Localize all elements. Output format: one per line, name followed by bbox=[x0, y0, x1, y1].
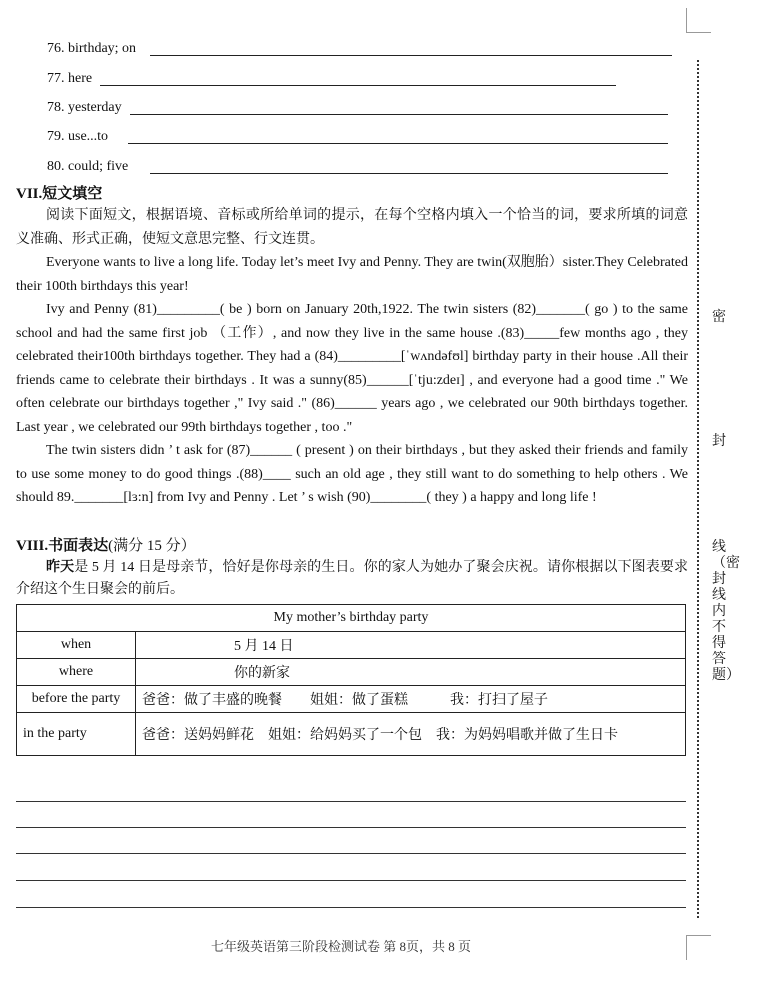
writing-line[interactable] bbox=[16, 827, 686, 828]
margin-char-feng: 封 bbox=[712, 434, 726, 449]
writing-prompt-text: 是 5 月 14 日是母亲节，恰好是你母亲的生日。你的家人为她办了聚会庆祝。请你根据以下图表要求介绍这个生日聚会的前后。 bbox=[16, 560, 688, 597]
answer-line-79[interactable] bbox=[128, 143, 668, 144]
answer-line-78[interactable] bbox=[130, 114, 668, 115]
row-label-in-party: in the party bbox=[17, 713, 136, 756]
answer-line-76[interactable] bbox=[150, 55, 672, 56]
margin-char-mi: 密 bbox=[712, 310, 726, 325]
row-value-when: 5 月 14 日 bbox=[136, 632, 686, 659]
section-8-title-text: VIII.书面表达 bbox=[16, 538, 109, 554]
question-77: 77. here bbox=[47, 71, 93, 86]
seal-line bbox=[697, 60, 699, 918]
writing-prompt-bold: 昨天 bbox=[46, 560, 75, 575]
question-76: 76. birthday; on bbox=[47, 41, 137, 56]
table-row bbox=[17, 659, 686, 686]
section-7-title: VII.短文填空 bbox=[16, 186, 103, 202]
writing-line[interactable] bbox=[16, 880, 686, 881]
crop-mark-bottom bbox=[686, 935, 711, 960]
row-value-where: 你的新家 bbox=[136, 659, 686, 686]
table-caption: My mother’s birthday party bbox=[17, 605, 686, 632]
question-79: 79. use...to bbox=[47, 129, 109, 144]
writing-prompt bbox=[16, 557, 688, 601]
party-info-table bbox=[16, 604, 686, 756]
table-row bbox=[17, 686, 686, 713]
writing-line[interactable] bbox=[16, 907, 686, 908]
passage-paragraph-3: The twin sisters didn ’ t ask for (87)______ ( present ) on their birthdays , but they asked their friends and family to use some money to do good things .(88)____ such an old age , they still want to do something to help others . We should 89._______[lɜ:n] from Ivy and Penny . Let ’ s wish (90)________( they ) a happy and long life ! bbox=[16, 443, 688, 505]
row-value-in-party: 爸爸：送妈妈鲜花 姐姐：给妈妈买了一个包 我：为妈妈唱歌并做了生日卡 bbox=[136, 713, 686, 756]
answer-line-80[interactable] bbox=[150, 173, 668, 174]
writing-line[interactable] bbox=[16, 801, 686, 802]
question-80: 80. could; five bbox=[47, 159, 129, 174]
row-label-before: before the party bbox=[17, 686, 136, 713]
section-8-title bbox=[16, 534, 196, 555]
page-footer: 七年级英语第三阶段检测试卷 第 8页，共 8 页 bbox=[210, 939, 471, 954]
table-row bbox=[17, 713, 686, 756]
section-7-instruction: 阅读下面短文，根据语境、音标或所给单词的提示，在每个空格内填入一个恰当的词，要求所填的词意义准确、形式正确，使短文意思完整、行文连贯。 bbox=[16, 208, 688, 247]
table-row bbox=[17, 632, 686, 659]
passage-paragraph-1: Everyone wants to live a long life. Today let’s meet Ivy and Penny. They are twin(双胞胎）sister.They Celebrated their 100th birthdays this year! bbox=[16, 255, 688, 294]
margin-char-xian: 线（密封线内不得答题） bbox=[712, 540, 740, 683]
question-78: 78. yesterday bbox=[47, 100, 122, 115]
crop-mark-top bbox=[686, 8, 711, 33]
answer-line-77[interactable] bbox=[100, 85, 616, 86]
writing-line[interactable] bbox=[16, 853, 686, 854]
row-label-when: when bbox=[17, 632, 136, 659]
section-8-score: (满分 15 分） bbox=[108, 538, 196, 554]
row-label-where: where bbox=[17, 659, 136, 686]
row-value-before: 爸爸：做了丰盛的晚餐 姐姐：做了蛋糕 我：打扫了屋子 bbox=[136, 686, 686, 713]
passage-paragraph-2: Ivy and Penny (81)_________( be ) born on January 20th,1922. The twin sisters (82)_______( go ) to the same school and had the same first job （工作）, and now they live in the same house .(83)_____few months ago , they celebrated their100th birthdays together. They had a (84)_________[ˈwʌndəfʊl] birthday party in their house .All their friends came to celebrate their birthdays . It was a sunny(85)______[ˈtju:zdeɪ] , and everyone had a good time ." We often celebrate our birthdays together ," Ivy said ." (86)______ years ago , we celebrated our 90th birthdays together. Last year , we celebrated our 99th birthdays together , too ." bbox=[16, 302, 688, 435]
